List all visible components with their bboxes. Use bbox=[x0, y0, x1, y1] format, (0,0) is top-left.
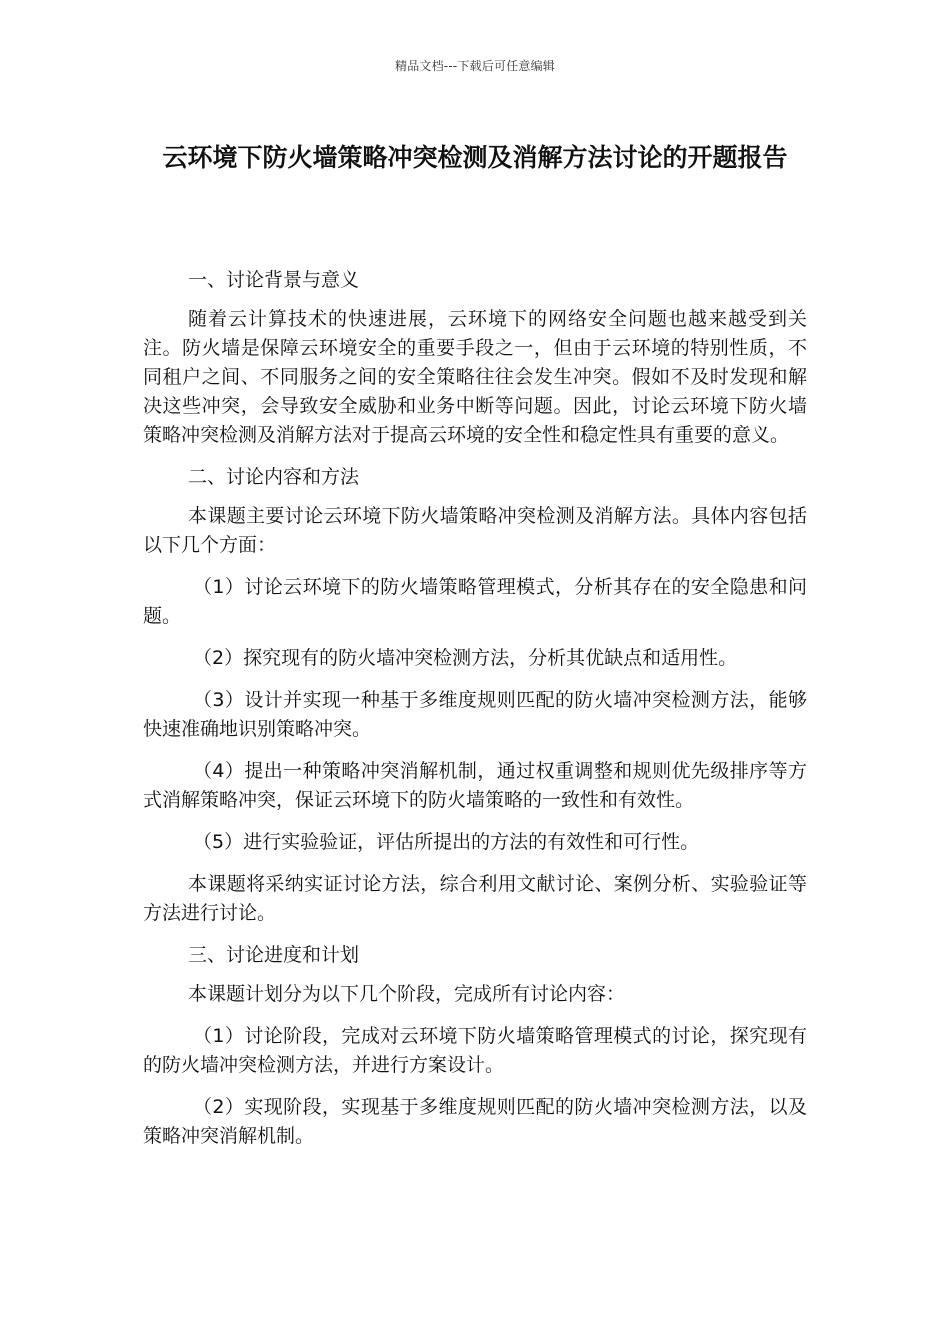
document-title: 云环境下防火墙策略冲突检测及消解方法讨论的开题报告 bbox=[162, 143, 788, 172]
list-item-schedule-1: （1）讨论阶段，完成对云环境下防火墙策略管理模式的讨论，探究现有的防火墙冲突检测方法，并进行方案设计。 bbox=[143, 1025, 807, 1076]
body-paragraph-schedule-intro: 本课题计划分为以下几个阶段，完成所有讨论内容： bbox=[188, 983, 626, 1005]
list-item-schedule-2: （2）实现阶段，实现基于多维度规则匹配的防火墙冲突检测方法，以及策略冲突消解机制。 bbox=[143, 1096, 807, 1147]
list-item-content-4: （4）提出一种策略冲突消解机制，通过权重调整和规则优先级排序等方式消解策略冲突，保证云环境下的防火墙策略的一致性和有效性。 bbox=[143, 760, 807, 811]
list-item-content-2: （2）探究现有的防火墙冲突检测方法，分析其优缺点和适用性。 bbox=[193, 647, 738, 669]
document-body bbox=[143, 266, 807, 1164]
section-heading-background: 一、讨论背景与意义 bbox=[188, 269, 360, 291]
list-item-content-5: （5）进行实验验证，评估所提出的方法的有效性和可行性。 bbox=[193, 831, 700, 853]
body-paragraph-background: 随着云计算技术的快速进展，云环境下的网络安全问题也越来越受到关注。防火墙是保障云环境安全的重要手段之一，但由于云环境的特别性质，不同租户之间、不同服务之间的安全策略往往会发生冲突。假如不及时发现和解决这些冲突，会导致安全威胁和业务中断等问题。因此，讨论云环境下防火墙策略冲突检测及消解方法对于提高云环境的安全性和稳定性具有重要的意义。 bbox=[143, 308, 807, 446]
list-item-content-1: （1）讨论云环境下的防火墙策略管理模式，分析其存在的安全隐患和问题。 bbox=[143, 576, 807, 627]
body-paragraph-content-intro: 本课题主要讨论云环境下防火墙策略冲突检测及消解方法。具体内容包括以下几个方面： bbox=[143, 505, 807, 556]
list-item-content-3: （3）设计并实现一种基于多维度规则匹配的防火墙冲突检测方法，能够快速准确地识别策略冲突。 bbox=[143, 689, 807, 740]
section-heading-content-methods: 二、讨论内容和方法 bbox=[188, 466, 360, 488]
body-paragraph-methodology: 本课题将采纳实证讨论方法，综合利用文献讨论、案例分析、实验验证等方法进行讨论。 bbox=[143, 873, 807, 924]
header-note: 精品文档---下载后可任意编辑 bbox=[395, 59, 555, 73]
section-heading-schedule: 三、讨论进度和计划 bbox=[188, 944, 360, 966]
